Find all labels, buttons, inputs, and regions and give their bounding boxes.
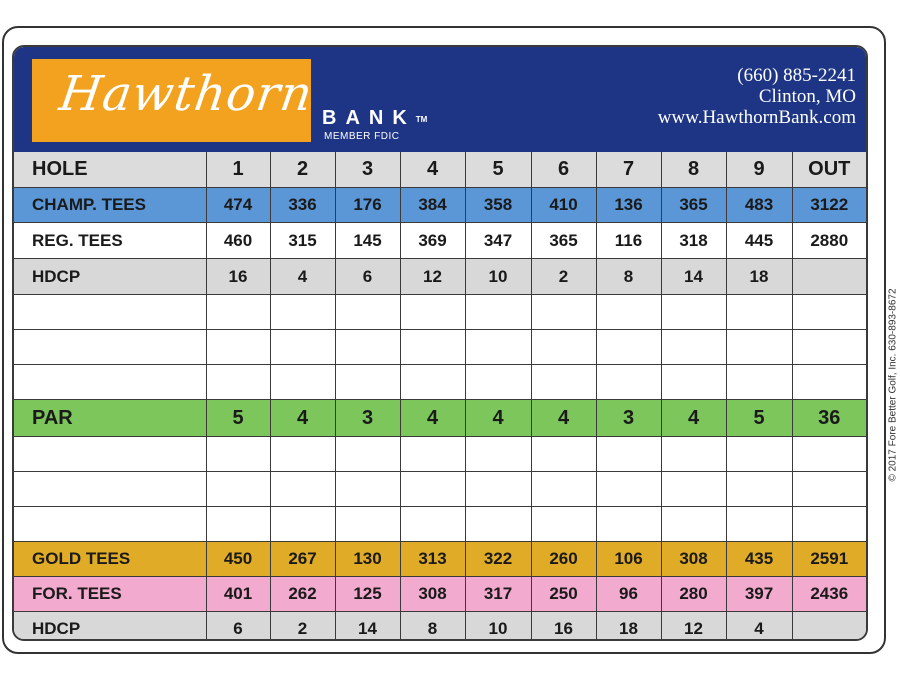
score-cell: 280 [661, 577, 726, 612]
score-cell [400, 365, 465, 400]
score-cell: 4 [270, 259, 335, 295]
hole-row [14, 152, 866, 188]
scorecard-table [14, 152, 866, 641]
score-cell: 369 [400, 223, 465, 259]
score-cell: 397 [726, 577, 792, 612]
score-cell: 460 [206, 223, 270, 259]
score-cell [792, 437, 866, 472]
bank-city: Clinton, MO [758, 86, 856, 107]
row-label: HDCP [14, 259, 206, 295]
player-name-cell [14, 507, 206, 542]
score-cell: 96 [596, 577, 661, 612]
score-cell: 315 [270, 223, 335, 259]
score-cell: 317 [465, 577, 531, 612]
score-cell: 347 [465, 223, 531, 259]
player-name-cell [14, 472, 206, 507]
score-cell [206, 330, 270, 365]
score-cell [661, 437, 726, 472]
score-cell: 14 [335, 612, 400, 642]
score-cell [465, 330, 531, 365]
score-cell: 10 [465, 259, 531, 295]
score-cell [206, 507, 270, 542]
score-cell [400, 295, 465, 330]
score-cell: 3 [596, 400, 661, 437]
score-cell [661, 295, 726, 330]
score-cell [531, 437, 596, 472]
score-cell: 3 [335, 400, 400, 437]
score-cell [726, 330, 792, 365]
score-cell [531, 295, 596, 330]
score-cell [792, 330, 866, 365]
score-cell: 2 [531, 259, 596, 295]
score-cell [335, 437, 400, 472]
score-cell [206, 472, 270, 507]
score-cell [726, 365, 792, 400]
par-row [14, 400, 866, 437]
score-cell: 483 [726, 188, 792, 223]
row-label: PAR [14, 400, 206, 437]
score-cell: 8 [400, 612, 465, 642]
score-cell: 18 [596, 612, 661, 642]
score-cell: 308 [400, 577, 465, 612]
scorecard [12, 45, 868, 641]
score-cell [335, 330, 400, 365]
score-cell [270, 295, 335, 330]
score-cell: 3122 [792, 188, 866, 223]
score-row [14, 507, 866, 542]
score-cell: 12 [661, 612, 726, 642]
score-cell: 130 [335, 542, 400, 577]
score-cell: 260 [531, 542, 596, 577]
score-cell: 6 [206, 612, 270, 642]
score-cell [531, 507, 596, 542]
score-cell [335, 507, 400, 542]
score-cell [270, 507, 335, 542]
score-cell: 445 [726, 223, 792, 259]
score-cell: 5 [726, 400, 792, 437]
score-cell: 322 [465, 542, 531, 577]
score-cell [531, 472, 596, 507]
score-cell: 4 [531, 400, 596, 437]
trademark-mark: TM [415, 115, 428, 124]
score-cell: 4 [400, 400, 465, 437]
score-cell [465, 507, 531, 542]
row-label: CHAMP. TEES [14, 188, 206, 223]
score-cell [465, 295, 531, 330]
row-label: HOLE [14, 152, 206, 188]
score-cell: 2 [270, 152, 335, 188]
score-cell [596, 507, 661, 542]
score-cell [465, 472, 531, 507]
score-cell: 16 [206, 259, 270, 295]
score-row [14, 330, 866, 365]
score-cell: 450 [206, 542, 270, 577]
score-cell: 4 [726, 612, 792, 642]
copyright-text: © 2017 Fore Better Golf, Inc. 630-893-8672 [887, 288, 899, 482]
score-cell [661, 330, 726, 365]
gold-tees-row [14, 542, 866, 577]
score-cell: 5 [206, 400, 270, 437]
player-name-cell [14, 330, 206, 365]
score-cell: 313 [400, 542, 465, 577]
score-cell [596, 365, 661, 400]
score-cell: 36 [792, 400, 866, 437]
player-name-cell [14, 437, 206, 472]
score-cell: 2591 [792, 542, 866, 577]
score-cell: 7 [596, 152, 661, 188]
forward-tees-row [14, 577, 866, 612]
score-cell: 1 [206, 152, 270, 188]
score-cell: 136 [596, 188, 661, 223]
score-cell: 4 [400, 152, 465, 188]
score-cell [726, 472, 792, 507]
bank-contact [658, 65, 856, 128]
score-cell: 358 [465, 188, 531, 223]
score-row [14, 472, 866, 507]
score-cell [270, 437, 335, 472]
score-cell [400, 437, 465, 472]
score-cell [792, 612, 866, 642]
score-cell: 5 [465, 152, 531, 188]
bank-word-text: BANK [322, 107, 416, 129]
score-cell [661, 365, 726, 400]
bank-website: www.HawthornBank.com [657, 107, 856, 128]
score-cell [792, 365, 866, 400]
bank-phone: (660) 885-2241 [737, 65, 856, 86]
score-cell [792, 295, 866, 330]
score-cell [400, 507, 465, 542]
row-label: GOLD TEES [14, 542, 206, 577]
score-cell [596, 472, 661, 507]
score-cell: 116 [596, 223, 661, 259]
score-cell: OUT [792, 152, 866, 188]
score-cell: 9 [726, 152, 792, 188]
score-row [14, 365, 866, 400]
score-cell [206, 437, 270, 472]
player-name-cell [14, 365, 206, 400]
score-cell: 401 [206, 577, 270, 612]
score-cell: 16 [531, 612, 596, 642]
row-label: HDCP [14, 612, 206, 642]
score-cell: 2 [270, 612, 335, 642]
score-cell: 2436 [792, 577, 866, 612]
score-cell: 4 [661, 400, 726, 437]
score-cell [596, 330, 661, 365]
score-cell [465, 365, 531, 400]
bank-logo-script: Hawthorn [56, 66, 317, 122]
score-cell [270, 330, 335, 365]
score-cell: 6 [335, 259, 400, 295]
score-cell: 435 [726, 542, 792, 577]
score-cell [726, 437, 792, 472]
hdcp-row [14, 259, 866, 295]
score-cell: 318 [661, 223, 726, 259]
score-cell: 14 [661, 259, 726, 295]
score-cell [335, 472, 400, 507]
row-label: REG. TEES [14, 223, 206, 259]
score-cell [400, 330, 465, 365]
score-cell: 18 [726, 259, 792, 295]
score-cell [335, 295, 400, 330]
score-cell: 125 [335, 577, 400, 612]
score-cell [792, 507, 866, 542]
score-cell [726, 295, 792, 330]
score-cell [531, 365, 596, 400]
score-cell [400, 472, 465, 507]
score-cell: 410 [531, 188, 596, 223]
score-cell: 12 [400, 259, 465, 295]
bank-header [14, 47, 866, 152]
score-cell: 176 [335, 188, 400, 223]
score-cell: 2880 [792, 223, 866, 259]
score-row [14, 295, 866, 330]
score-cell: 267 [270, 542, 335, 577]
score-cell: 145 [335, 223, 400, 259]
score-cell: 365 [531, 223, 596, 259]
score-cell [792, 472, 866, 507]
score-cell [661, 507, 726, 542]
score-cell [792, 259, 866, 295]
score-cell: 8 [596, 259, 661, 295]
score-cell: 384 [400, 188, 465, 223]
score-cell [596, 437, 661, 472]
score-cell: 4 [270, 400, 335, 437]
row-label: FOR. TEES [14, 577, 206, 612]
score-cell: 8 [661, 152, 726, 188]
player-name-cell [14, 295, 206, 330]
hdcp-row-2 [14, 612, 866, 642]
score-cell [206, 295, 270, 330]
score-cell [661, 472, 726, 507]
score-cell: 336 [270, 188, 335, 223]
score-cell [596, 295, 661, 330]
score-cell: 474 [206, 188, 270, 223]
score-cell: 6 [531, 152, 596, 188]
member-fdic: MEMBER FDIC [324, 131, 400, 142]
score-cell: 262 [270, 577, 335, 612]
score-cell: 3 [335, 152, 400, 188]
score-row [14, 437, 866, 472]
score-cell [531, 330, 596, 365]
score-cell [465, 437, 531, 472]
score-cell [270, 365, 335, 400]
score-cell: 308 [661, 542, 726, 577]
score-cell: 10 [465, 612, 531, 642]
score-cell: 250 [531, 577, 596, 612]
bank-logo-word [322, 107, 427, 130]
score-cell [726, 507, 792, 542]
reg-tees-row [14, 223, 866, 259]
score-cell [206, 365, 270, 400]
score-cell [270, 472, 335, 507]
score-cell: 106 [596, 542, 661, 577]
score-cell: 4 [465, 400, 531, 437]
champ-tees-row [14, 188, 866, 223]
score-cell: 365 [661, 188, 726, 223]
score-cell [335, 365, 400, 400]
